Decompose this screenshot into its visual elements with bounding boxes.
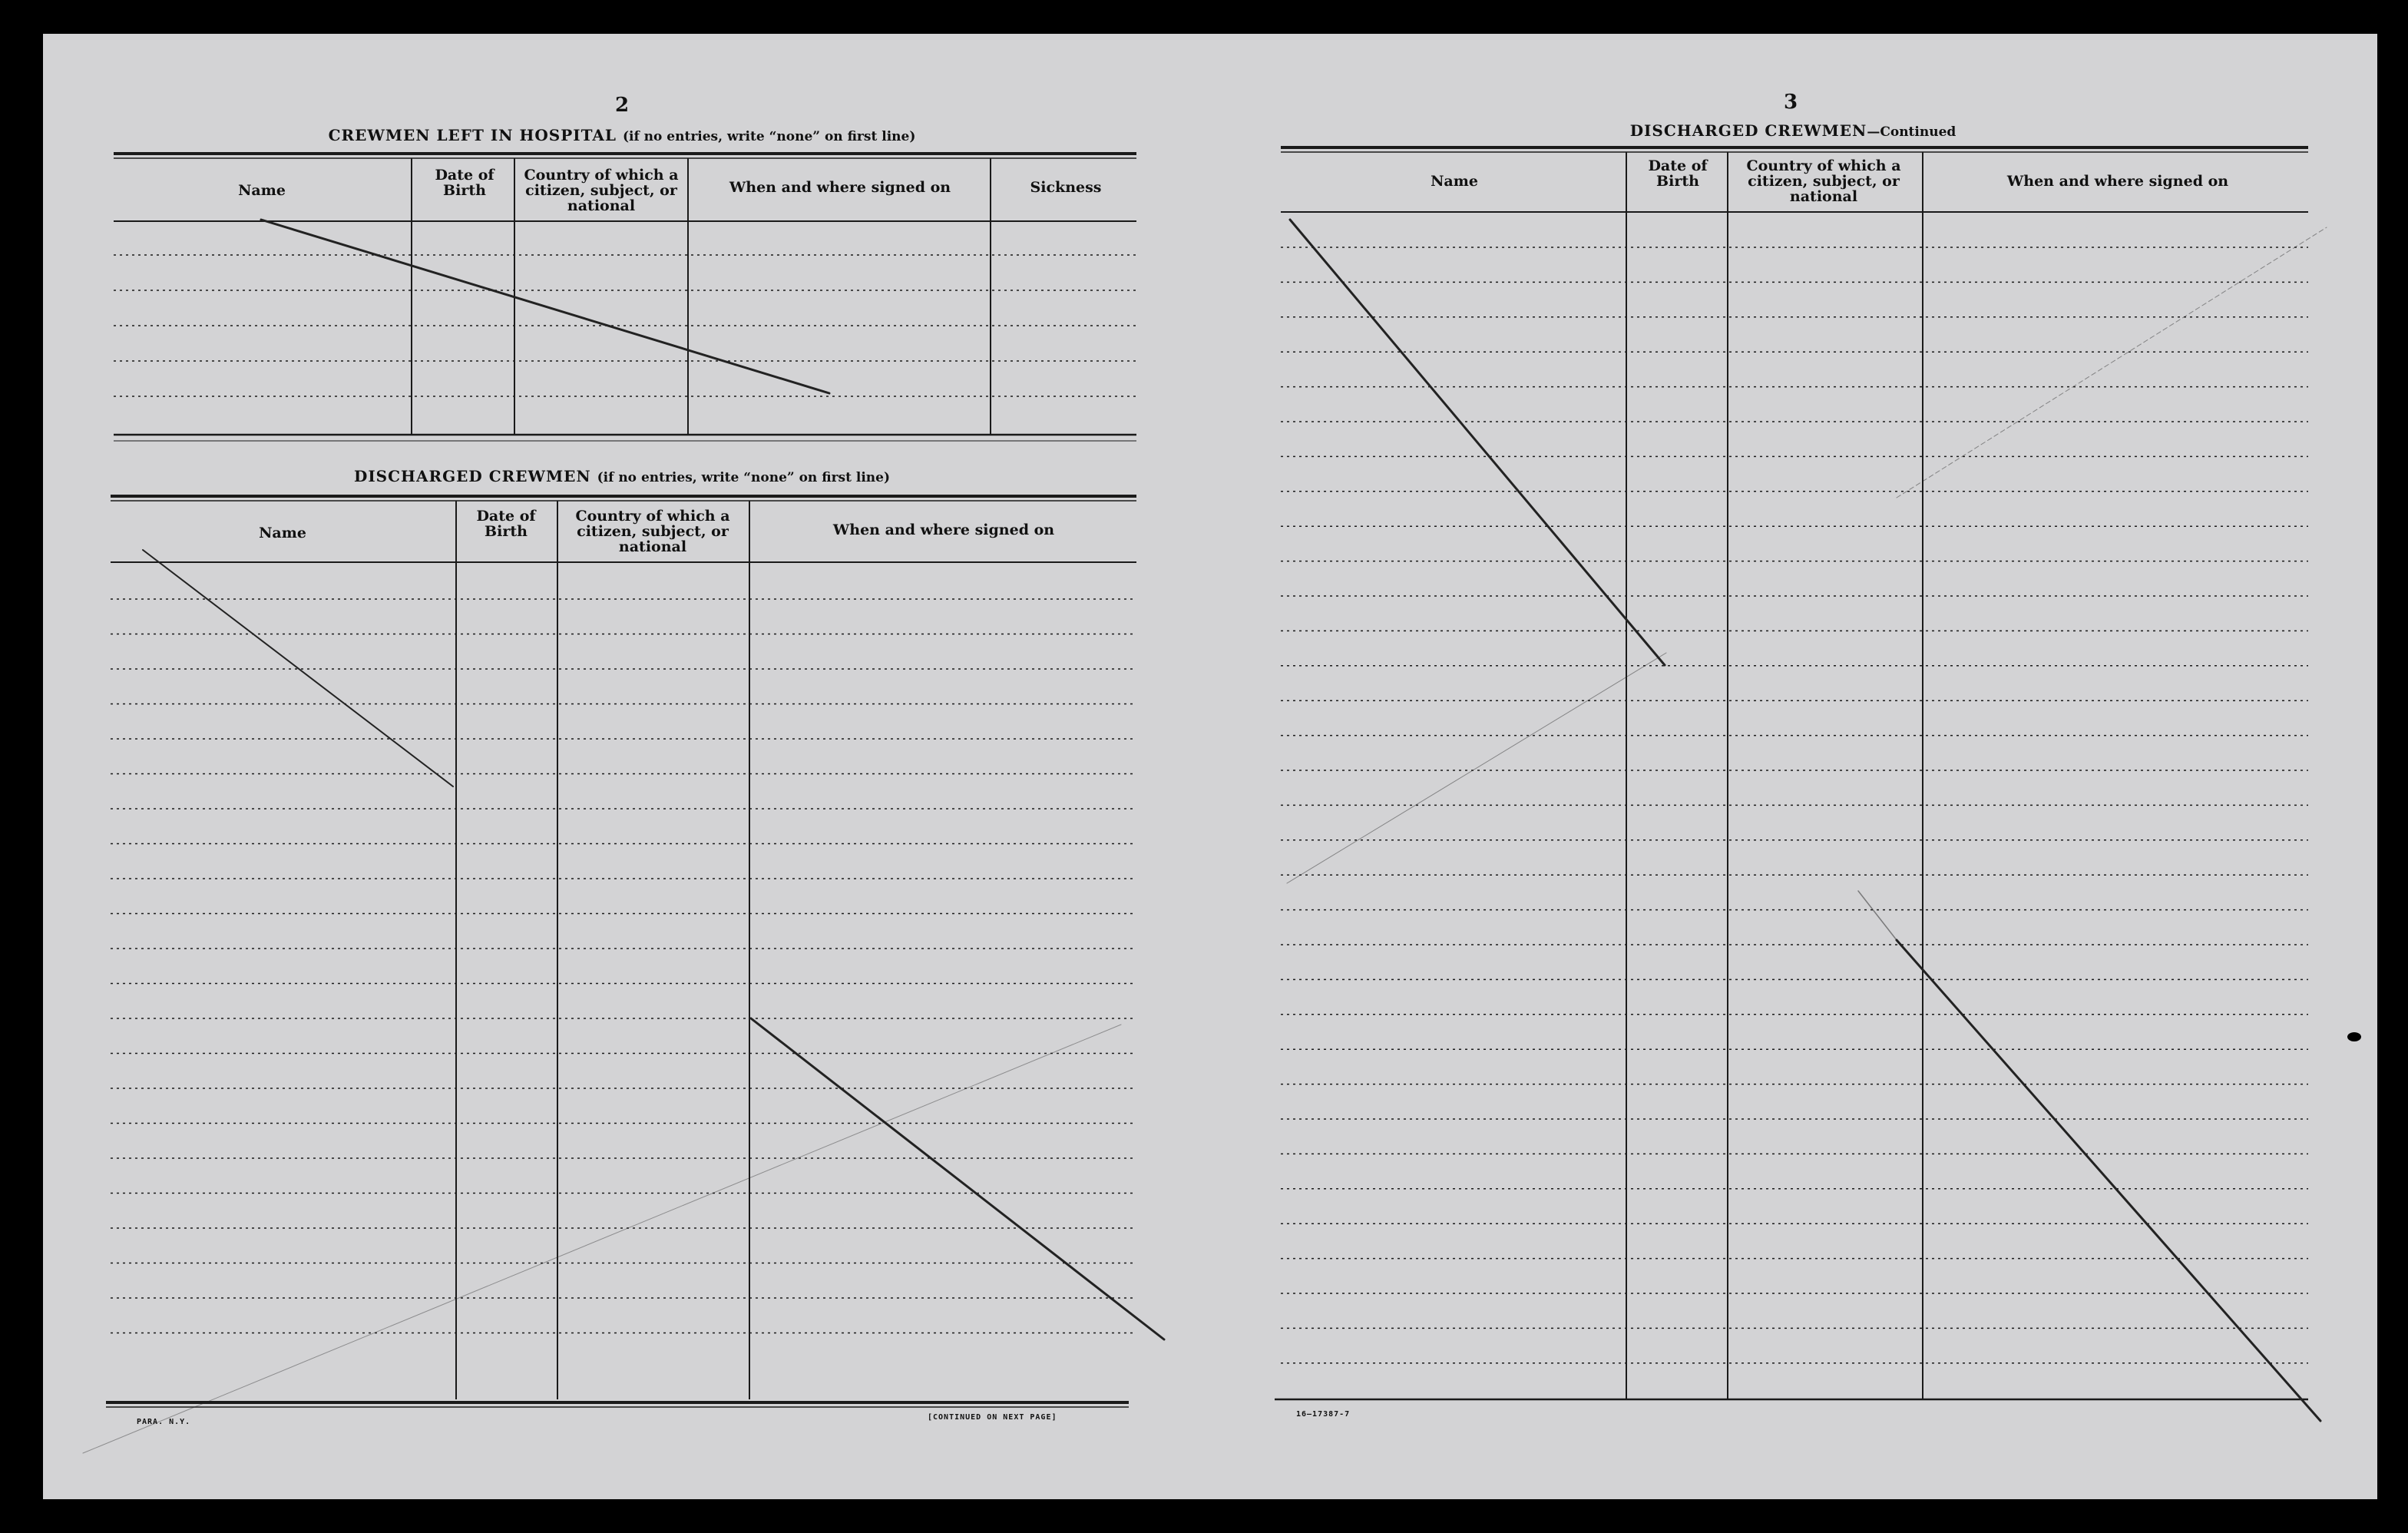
discharged-title-text: DISCHARGED CREWMEN <box>353 467 591 485</box>
hospital-title-text: CREWMEN LEFT IN HOSPITAL <box>328 126 617 144</box>
right-title-suffix: —Continued <box>1867 124 1957 140</box>
left-footer-continued: [CONTINUED ON NEXT PAGE] <box>928 1413 1057 1422</box>
discharged-title-instruction: (if no entries, write “none” on first line) <box>597 470 891 485</box>
right-page-number: 3 <box>1783 91 1798 114</box>
discharged-col-signed: When and where signed on <box>832 521 1055 538</box>
right-col-signed: When and where signed on <box>2006 173 2229 190</box>
hospital-col-country: Country of which a citizen, subject, or national <box>524 167 679 214</box>
right-footer-form-number: 16—17387-7 <box>1296 1410 1351 1419</box>
hospital-col-signed: When and where signed on <box>729 179 951 196</box>
left-footer-printer: PARA. N.Y. <box>137 1418 191 1426</box>
discharged-col-name: Name <box>259 525 306 541</box>
right-col-name: Name <box>1431 173 1478 190</box>
left-page-number: 2 <box>614 94 630 117</box>
hospital-col-name: Name <box>238 182 286 199</box>
right-col-dob: Date of Birth <box>1648 157 1708 190</box>
hospital-col-sickness: Sickness <box>1030 179 1102 196</box>
margin-mark <box>2347 1032 2361 1041</box>
right-title-text: DISCHARGED CREWMEN <box>1629 121 1867 140</box>
discharged-col-dob: Date of Birth <box>476 508 536 540</box>
cancellation-marks <box>83 220 2327 1453</box>
right-col-country: Country of which a citizen, subject, or national <box>1746 157 1901 205</box>
discharged-col-country: Country of which a citizen, subject, or national <box>575 508 730 555</box>
hospital-title-instruction: (if no entries, write “none” on first line) <box>622 129 916 144</box>
hospital-col-dob: Date of Birth <box>435 167 495 199</box>
